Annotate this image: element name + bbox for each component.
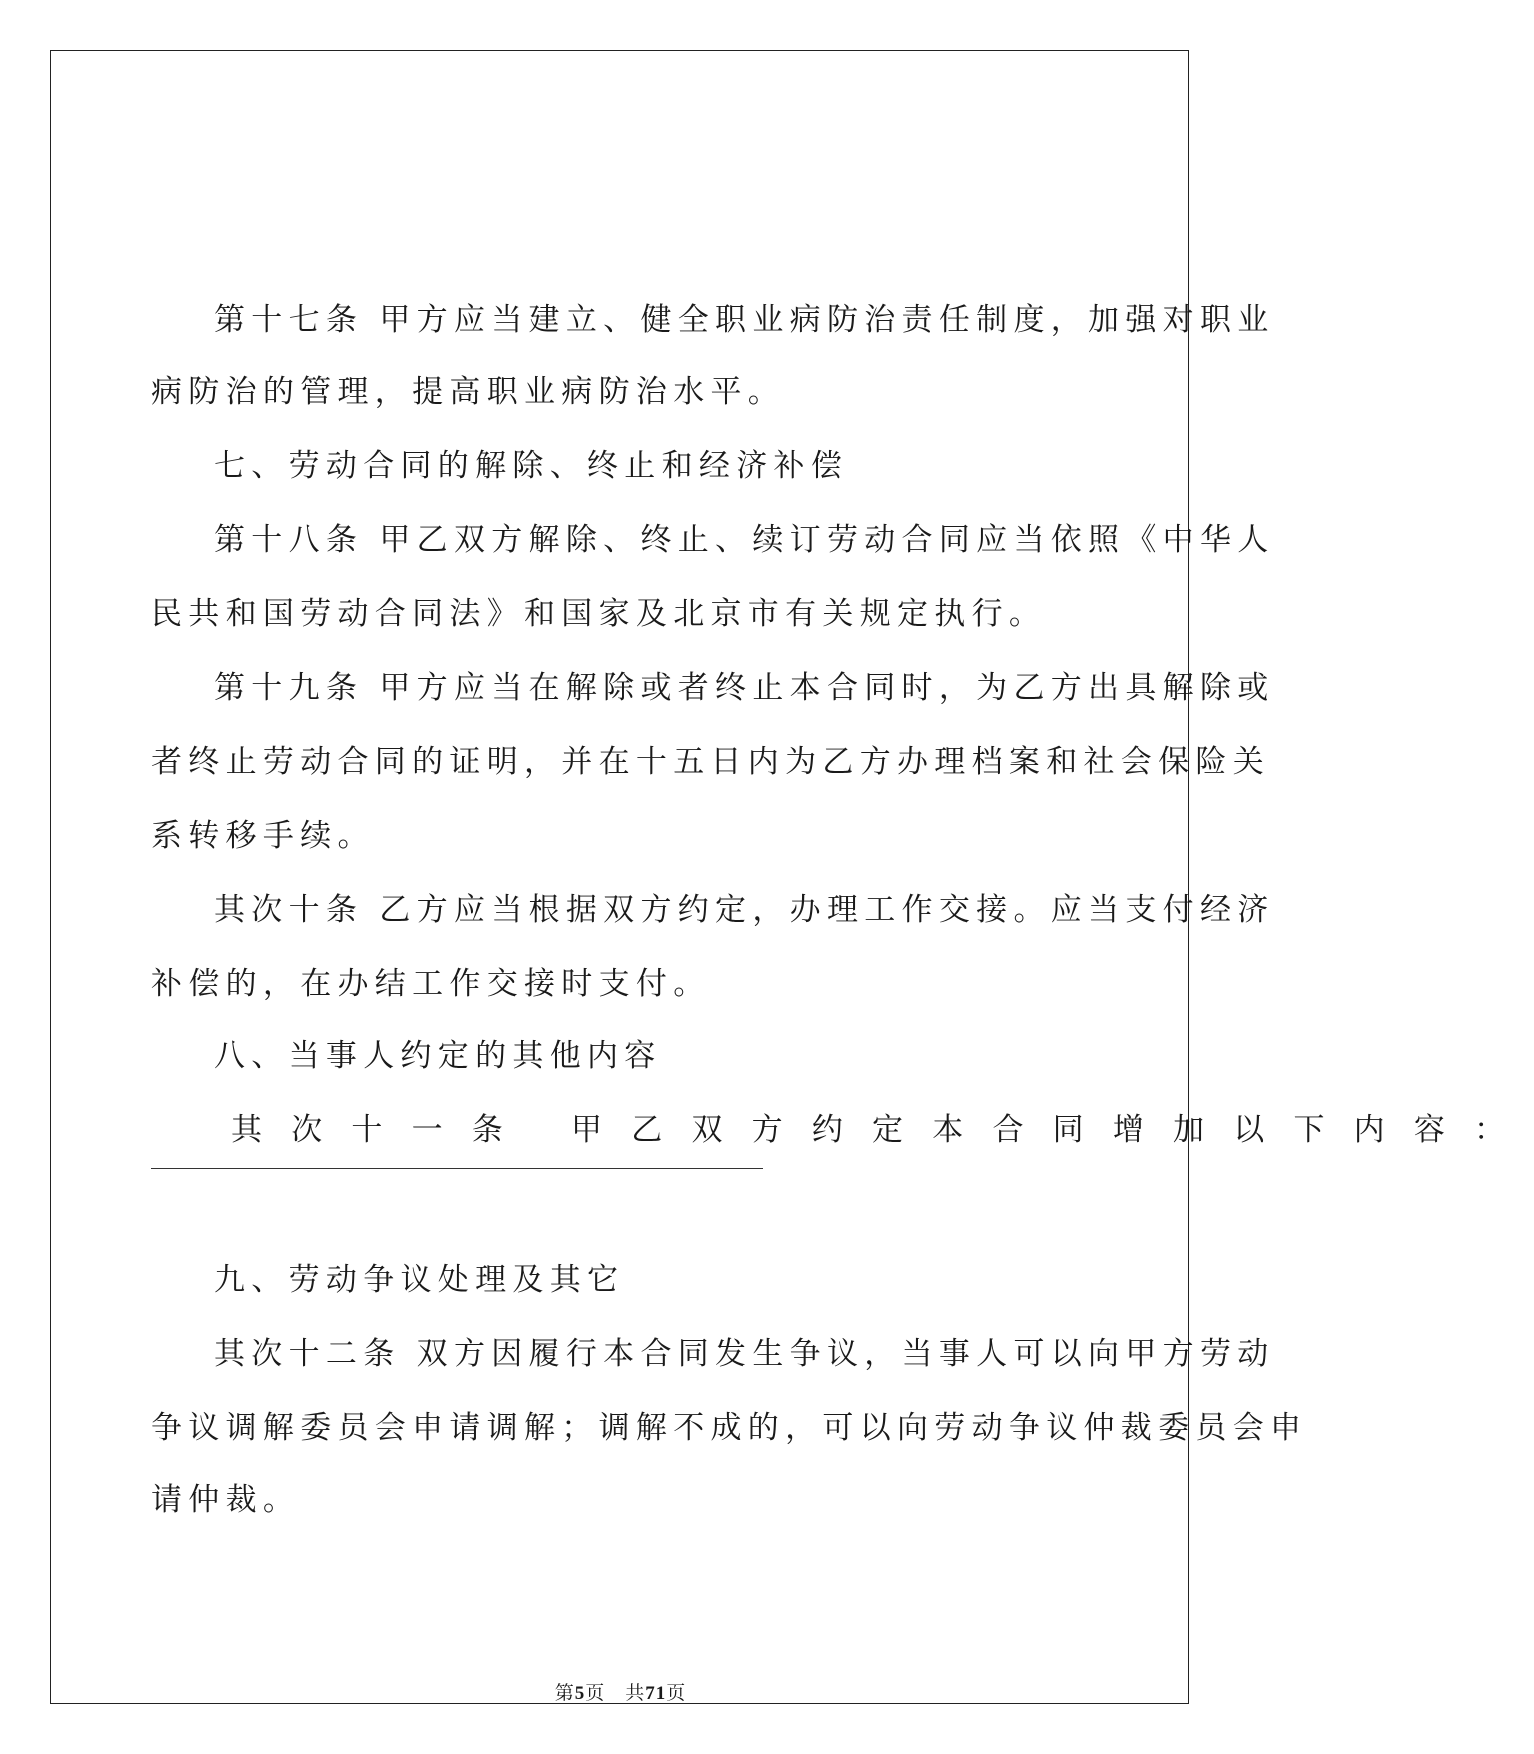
article-18-line-2: 民共和国劳动合同法》和国家及北京市有关规定执行。 — [151, 596, 1047, 632]
article-19-line-2: 者终止劳动合同的证明，并在十五日内为乙方办理档案和社会保险关 — [151, 744, 1270, 780]
article-18-line-1: 第十八条 甲乙双方解除、终止、续订劳动合同应当依照《中华人 — [214, 522, 1275, 558]
page-prefix: 第 — [554, 1682, 575, 1704]
page-mid: 页 共 — [585, 1682, 646, 1704]
section-8-heading: 八、当事人约定的其他内容 — [214, 1038, 662, 1074]
total-pages: 71 — [645, 1683, 667, 1704]
fill-in-blank-line — [151, 1168, 763, 1169]
section-9-heading: 九、劳动争议处理及其它 — [214, 1262, 625, 1298]
article-20-line-1: 其次十条 乙方应当根据双方约定，办理工作交接。应当支付经济 — [214, 892, 1275, 928]
page-footer — [0, 1678, 1241, 1705]
article-20-line-2: 补偿的，在办结工作交接时支付。 — [151, 966, 711, 1002]
article-21-line-1: 其次十一条 甲乙双方约定本合同增加以下内容： — [231, 1112, 1534, 1148]
page-suffix: 页 — [666, 1682, 687, 1704]
section-7-heading: 七、劳动合同的解除、终止和经济补偿 — [214, 448, 849, 484]
page-frame — [50, 50, 1189, 1704]
article-17-line-2: 病防治的管理，提高职业病防治水平。 — [151, 374, 786, 410]
article-17-line-1: 第十七条 甲方应当建立、健全职业病防治责任制度，加强对职业 — [214, 302, 1275, 338]
article-22-line-1: 其次十二条 双方因履行本合同发生争议，当事人可以向甲方劳动 — [214, 1336, 1275, 1372]
article-22-line-3: 请仲裁。 — [151, 1482, 301, 1518]
article-19-line-1: 第十九条 甲方应当在解除或者终止本合同时，为乙方出具解除或 — [214, 670, 1275, 706]
article-19-line-3: 系转移手续。 — [151, 818, 375, 854]
article-22-line-2: 争议调解委员会申请调解；调解不成的，可以向劳动争议仲裁委员会申 — [151, 1410, 1308, 1446]
page-number: 5 — [574, 1683, 586, 1704]
